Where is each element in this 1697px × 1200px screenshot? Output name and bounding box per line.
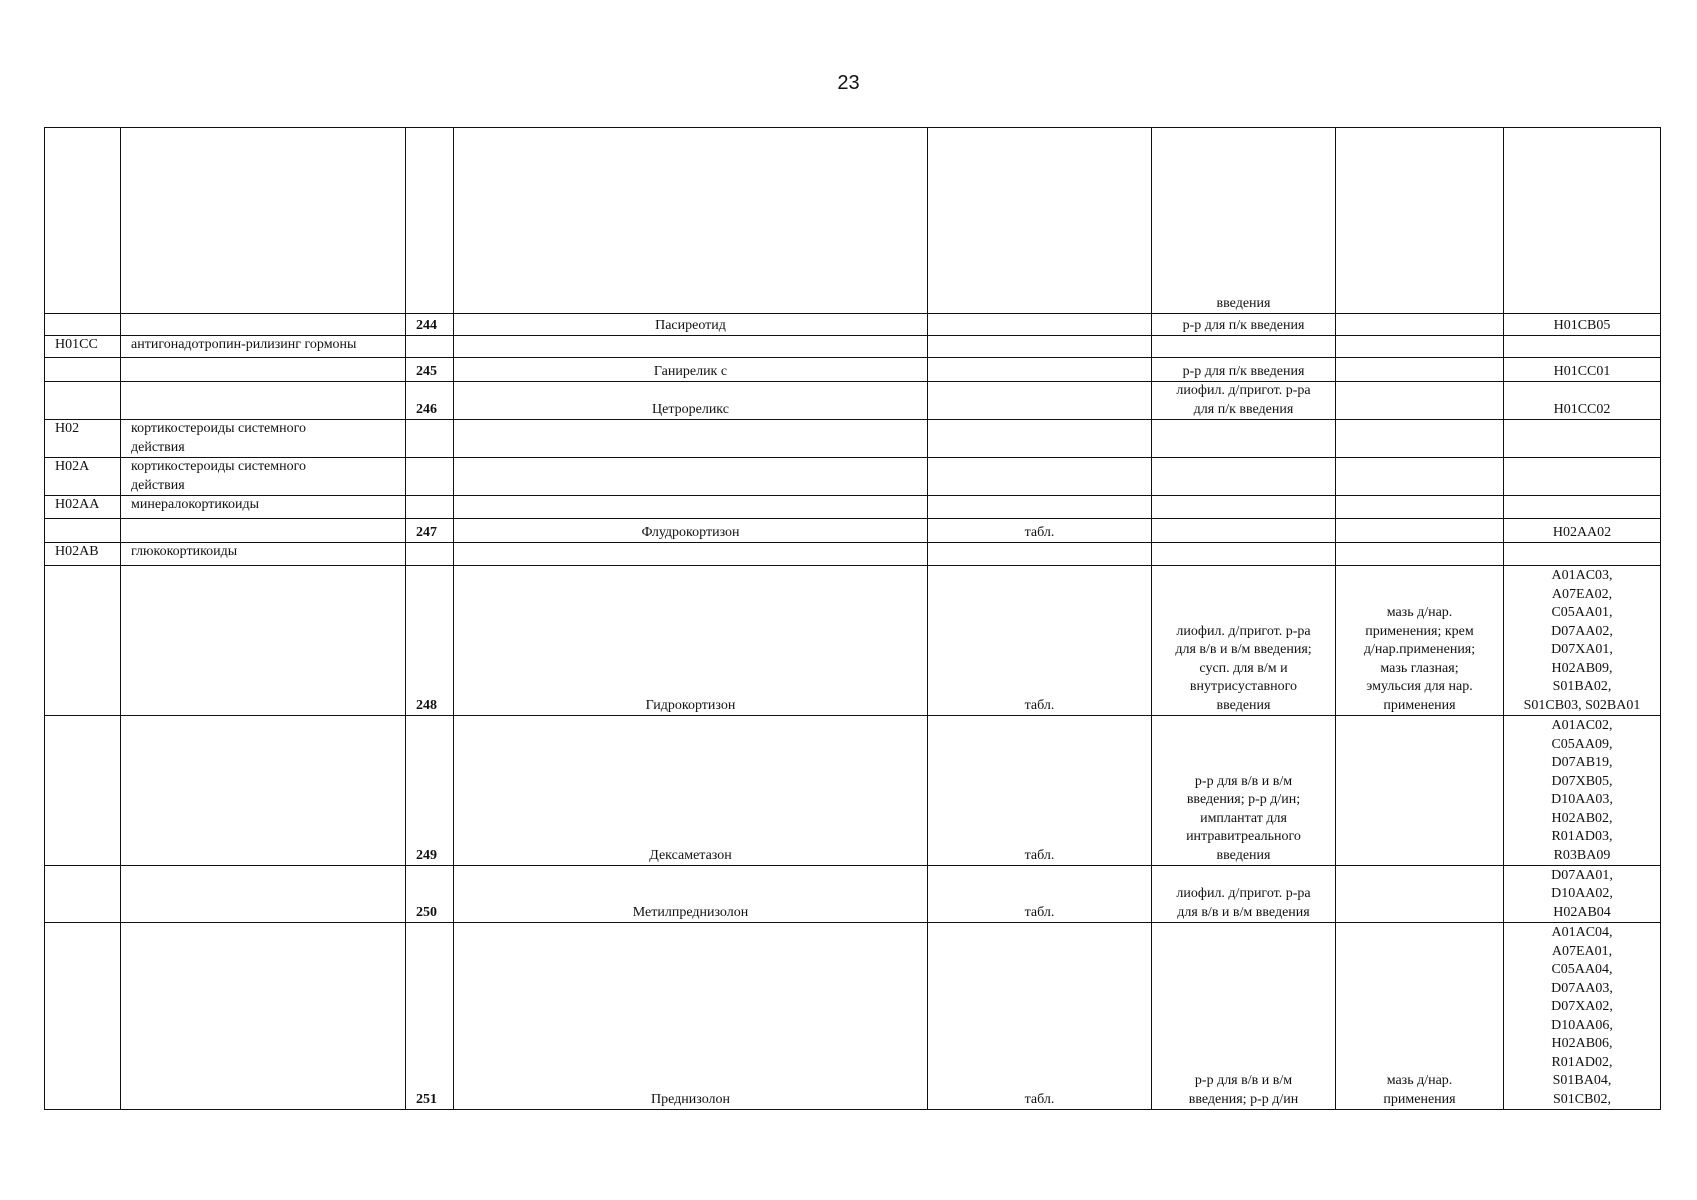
drug-name-cell bbox=[454, 543, 928, 566]
form-oral-cell bbox=[928, 496, 1152, 519]
drug-table bbox=[44, 127, 1661, 1110]
atc-code-cell: A01AC04, A07EA01, C05AA04, D07AA03, D07XA02, D10AA06, H02AB06, R01AD02, S01BA04, S01CB02, bbox=[1504, 923, 1661, 1110]
form-oral-cell: табл. bbox=[928, 566, 1152, 716]
form-external-cell bbox=[1336, 128, 1504, 314]
code-cell bbox=[45, 566, 121, 716]
form-injection-cell bbox=[1152, 543, 1336, 566]
form-injection-cell bbox=[1152, 458, 1336, 496]
group-name-cell: кортикостероиды системного действия bbox=[121, 420, 406, 458]
table-row bbox=[45, 336, 1661, 358]
table-row bbox=[45, 716, 1661, 866]
table-row bbox=[45, 866, 1661, 923]
form-injection-cell: введения bbox=[1152, 128, 1336, 314]
drug-name-cell: Цетрореликс bbox=[454, 382, 928, 420]
item-number-cell: 249 bbox=[406, 716, 454, 866]
item-number-cell: 250 bbox=[406, 866, 454, 923]
form-oral-cell bbox=[928, 543, 1152, 566]
form-injection-cell: р-р для п/к введения bbox=[1152, 314, 1336, 336]
form-injection-cell bbox=[1152, 336, 1336, 358]
item-number-cell bbox=[406, 336, 454, 358]
form-oral-cell: табл. bbox=[928, 866, 1152, 923]
code-cell: H02 bbox=[45, 420, 121, 458]
form-injection-cell: лиофил. д/пригот. р-ра для в/в и в/м введения; сусп. для в/м и внутрисуставного введения bbox=[1152, 566, 1336, 716]
drug-name-cell: Преднизолон bbox=[454, 923, 928, 1110]
form-oral-cell bbox=[928, 128, 1152, 314]
group-name-cell bbox=[121, 314, 406, 336]
item-number-cell: 246 bbox=[406, 382, 454, 420]
form-injection-cell: р-р для в/в и в/м введения; р-р д/ин; имплантат для интравитреального введения bbox=[1152, 716, 1336, 866]
form-external-cell bbox=[1336, 382, 1504, 420]
group-name-cell: глюкокортикоиды bbox=[121, 543, 406, 566]
drug-name-cell: Пасиреотид bbox=[454, 314, 928, 336]
form-external-cell bbox=[1336, 420, 1504, 458]
form-external-cell: мазь д/нар. применения bbox=[1336, 923, 1504, 1110]
atc-code-cell bbox=[1504, 543, 1661, 566]
form-injection-cell bbox=[1152, 519, 1336, 543]
code-cell bbox=[45, 128, 121, 314]
form-external-cell bbox=[1336, 358, 1504, 382]
atc-code-cell: D07AA01, D10AA02, H02AB04 bbox=[1504, 866, 1661, 923]
item-number-cell bbox=[406, 458, 454, 496]
code-cell bbox=[45, 382, 121, 420]
drug-name-cell: Дексаметазон bbox=[454, 716, 928, 866]
form-oral-cell: табл. bbox=[928, 519, 1152, 543]
drug-name-cell: Гидрокортизон bbox=[454, 566, 928, 716]
table-row bbox=[45, 128, 1661, 314]
atc-code-cell bbox=[1504, 336, 1661, 358]
drug-name-cell bbox=[454, 336, 928, 358]
code-cell: H02AB bbox=[45, 543, 121, 566]
table-row bbox=[45, 543, 1661, 566]
form-oral-cell: табл. bbox=[928, 923, 1152, 1110]
item-number-cell: 251 bbox=[406, 923, 454, 1110]
table-row bbox=[45, 566, 1661, 716]
item-number-cell bbox=[406, 496, 454, 519]
page-number: 23 bbox=[837, 72, 860, 94]
drug-name-cell bbox=[454, 458, 928, 496]
atc-code-cell: H02AA02 bbox=[1504, 519, 1661, 543]
table-row bbox=[45, 496, 1661, 519]
atc-code-cell bbox=[1504, 458, 1661, 496]
code-cell: H02AA bbox=[45, 496, 121, 519]
group-name-cell bbox=[121, 382, 406, 420]
group-name-cell bbox=[121, 716, 406, 866]
drug-name-cell: Ганирелик с bbox=[454, 358, 928, 382]
code-cell bbox=[45, 314, 121, 336]
atc-code-cell bbox=[1504, 420, 1661, 458]
table-row bbox=[45, 314, 1661, 336]
code-cell bbox=[45, 358, 121, 382]
item-number-cell: 247 bbox=[406, 519, 454, 543]
atc-code-cell: A01AC03, A07EA02, C05AA01, D07AA02, D07XA01, H02AB09, S01BA02, S01CB03, S02BA01 bbox=[1504, 566, 1661, 716]
form-external-cell bbox=[1336, 543, 1504, 566]
table-row bbox=[45, 519, 1661, 543]
form-external-cell bbox=[1336, 314, 1504, 336]
item-number-cell bbox=[406, 543, 454, 566]
code-cell: H01CC bbox=[45, 336, 121, 358]
code-cell bbox=[45, 923, 121, 1110]
drug-name-cell bbox=[454, 496, 928, 519]
group-name-cell: кортикостероиды системного действия bbox=[121, 458, 406, 496]
drug-name-cell: Метилпреднизолон bbox=[454, 866, 928, 923]
table-row bbox=[45, 458, 1661, 496]
form-external-cell bbox=[1336, 336, 1504, 358]
form-oral-cell bbox=[928, 382, 1152, 420]
atc-code-cell bbox=[1504, 496, 1661, 519]
code-cell: H02A bbox=[45, 458, 121, 496]
form-external-cell bbox=[1336, 496, 1504, 519]
group-name-cell: антигонадотропин-рилизинг гормоны bbox=[121, 336, 406, 358]
table-row bbox=[45, 382, 1661, 420]
atc-code-cell: H01CC02 bbox=[1504, 382, 1661, 420]
group-name-cell bbox=[121, 128, 406, 314]
table-row bbox=[45, 420, 1661, 458]
table-row bbox=[45, 358, 1661, 382]
form-oral-cell bbox=[928, 336, 1152, 358]
form-external-cell bbox=[1336, 519, 1504, 543]
atc-code-cell: H01CB05 bbox=[1504, 314, 1661, 336]
drug-name-cell bbox=[454, 128, 928, 314]
code-cell bbox=[45, 866, 121, 923]
item-number-cell: 245 bbox=[406, 358, 454, 382]
form-injection-cell: лиофил. д/пригот. р-ра для в/в и в/м введения bbox=[1152, 866, 1336, 923]
item-number-cell: 244 bbox=[406, 314, 454, 336]
form-injection-cell: лиофил. д/пригот. р-ра для п/к введения bbox=[1152, 382, 1336, 420]
group-name-cell bbox=[121, 358, 406, 382]
item-number-cell bbox=[406, 128, 454, 314]
form-injection-cell: р-р для в/в и в/м введения; р-р д/ин bbox=[1152, 923, 1336, 1110]
item-number-cell: 248 bbox=[406, 566, 454, 716]
form-external-cell bbox=[1336, 866, 1504, 923]
table-row bbox=[45, 923, 1661, 1110]
drug-name-cell bbox=[454, 420, 928, 458]
code-cell bbox=[45, 716, 121, 866]
group-name-cell: минералокортикоиды bbox=[121, 496, 406, 519]
item-number-cell bbox=[406, 420, 454, 458]
group-name-cell bbox=[121, 519, 406, 543]
form-oral-cell bbox=[928, 420, 1152, 458]
form-external-cell bbox=[1336, 716, 1504, 866]
form-oral-cell bbox=[928, 314, 1152, 336]
group-name-cell bbox=[121, 923, 406, 1110]
form-oral-cell: табл. bbox=[928, 716, 1152, 866]
form-oral-cell bbox=[928, 458, 1152, 496]
atc-code-cell: A01AC02, C05AA09, D07AB19, D07XB05, D10AA03, H02AB02, R01AD03, R03BA09 bbox=[1504, 716, 1661, 866]
form-injection-cell: р-р для п/к введения bbox=[1152, 358, 1336, 382]
drug-name-cell: Флудрокортизон bbox=[454, 519, 928, 543]
atc-code-cell: H01CC01 bbox=[1504, 358, 1661, 382]
form-injection-cell bbox=[1152, 420, 1336, 458]
group-name-cell bbox=[121, 866, 406, 923]
form-injection-cell bbox=[1152, 496, 1336, 519]
code-cell bbox=[45, 519, 121, 543]
atc-code-cell bbox=[1504, 128, 1661, 314]
form-external-cell bbox=[1336, 458, 1504, 496]
form-external-cell: мазь д/нар. применения; крем д/нар.применения; мазь глазная; эмульсия для нар. применения bbox=[1336, 566, 1504, 716]
form-oral-cell bbox=[928, 358, 1152, 382]
group-name-cell bbox=[121, 566, 406, 716]
